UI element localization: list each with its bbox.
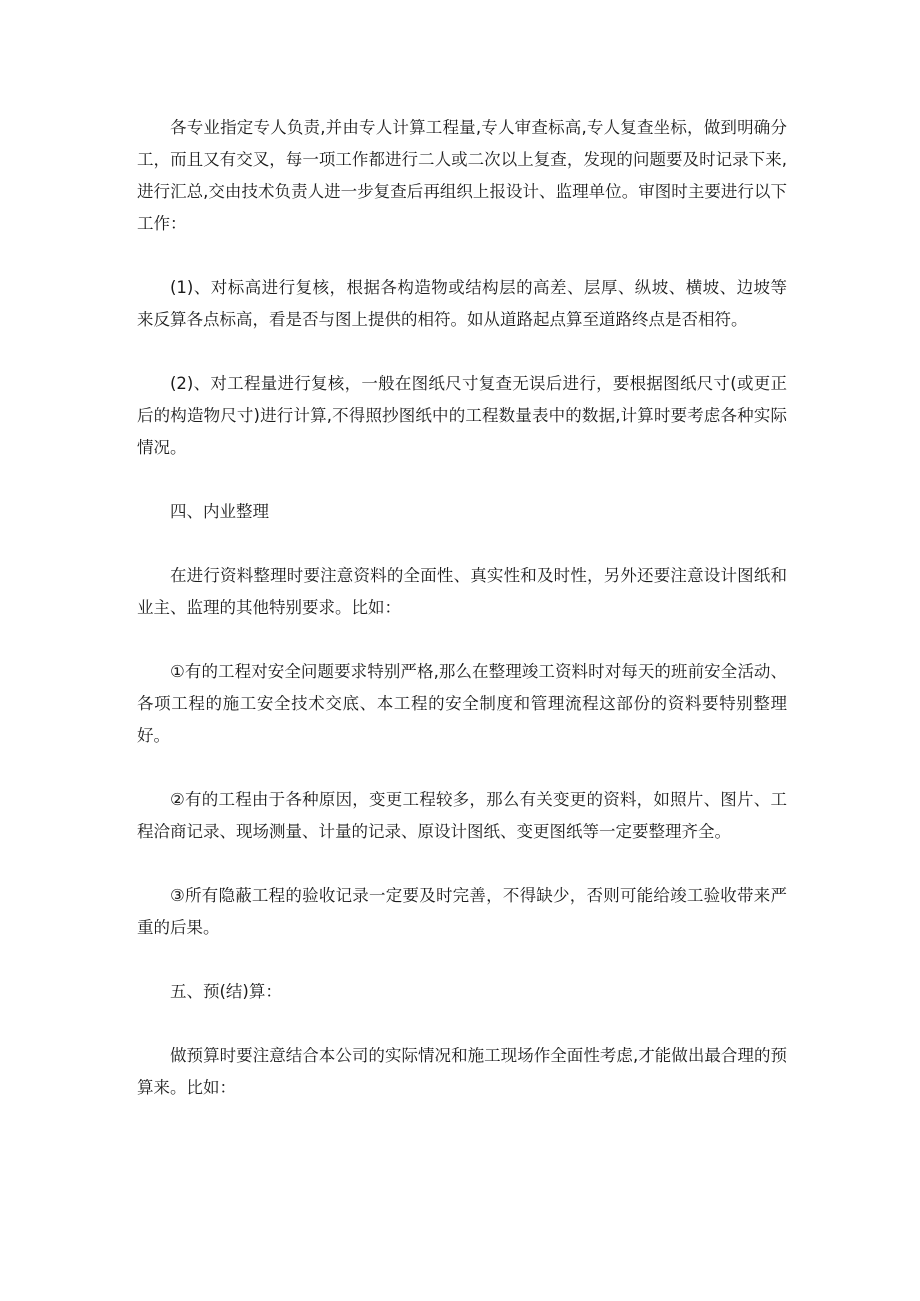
section-heading-internal-docs: 四、内业整理 bbox=[170, 502, 269, 521]
document-body bbox=[137, 112, 787, 1136]
paragraph-hidden-works: ③所有隐蔽工程的验收记录一定要及时完善，不得缺少，否则可能给竣工验收带来严重的后果。 bbox=[137, 886, 787, 937]
section-heading-budget: 五、预(结)算： bbox=[170, 982, 282, 1001]
paragraph-budget-intro: 做预算时要注意结合本公司的实际情况和施工现场作全面性考虑,才能做出最合理的预算来。比如： bbox=[137, 1046, 787, 1097]
paragraph-safety-docs: ①有的工程对安全问题要求特别严格,那么在整理竣工资料时对每天的班前安全活动、各项工程的施工安全技术交底、本工程的安全制度和管理流程这部份的资料要特别整理好。 bbox=[137, 662, 787, 745]
paragraph-docs-intro: 在进行资料整理时要注意资料的全面性、真实性和及时性，另外还要注意设计图纸和业主、监理的其他特别要求。比如： bbox=[137, 566, 787, 617]
paragraph-change-docs: ②有的工程由于各种原因，变更工程较多，那么有关变更的资料，如照片、图片、工程洽商记录、现场测量、计量的记录、原设计图纸、变更图纸等一定要整理齐全。 bbox=[137, 790, 787, 841]
paragraph-quantity-check: (2)、对工程量进行复核，一般在图纸尺寸复查无误后进行，要根据图纸尺寸(或更正后的构造物尺寸)进行计算,不得照抄图纸中的工程数量表中的数据,计算时要考虑各种实际情况。 bbox=[137, 374, 787, 457]
paragraph-elevation-check: (1)、对标高进行复核，根据各构造物或结构层的高差、层厚、纵坡、横坡、边坡等来反算各点标高，看是否与图上提供的相符。如从道路起点算至道路终点是否相符。 bbox=[137, 278, 787, 329]
paragraph-review-division: 各专业指定专人负责,并由专人计算工程量,专人审查标高,专人复查坐标，做到明确分工，而且又有交叉，每一项工作都进行二人或二次以上复查，发现的问题要及时记录下来,进行汇总,交由技术负责人进一步复查后再组织上报设计、监理单位。审图时主要进行以下工作： bbox=[137, 118, 787, 233]
